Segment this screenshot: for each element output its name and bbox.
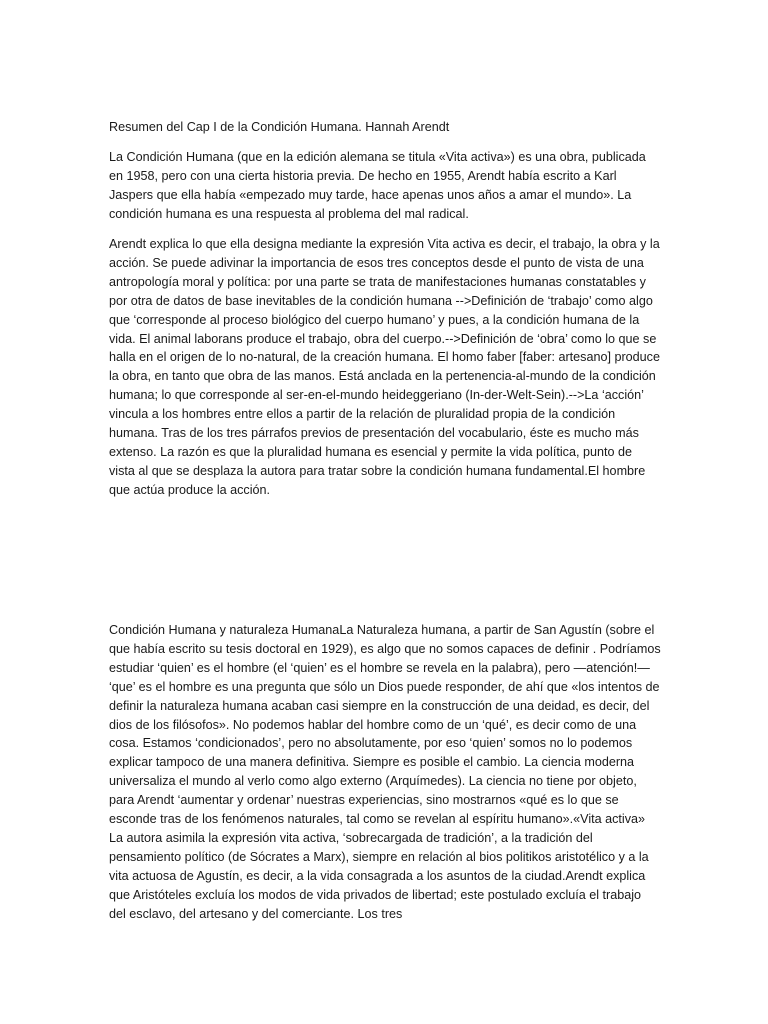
paragraph-human-nature: Condición Humana y naturaleza HumanaLa Naturaleza humana, a partir de San Agustín (sobre el que había escrito su tesis doctoral en 1929), es algo que no somos capaces de definir . Podríamos estudiar ‘quien’ es el hombre (el ‘quien’ es el hombre se revela en la palabra), pero —atención!— ‘que’ es el hombre es una pregunta que sólo un Dios puede responder, de ahí que «los intentos de definir la naturaleza humana acaban casi siempre en la construcción de una deidad, es decir, del dios de los filósofos». No podemos hablar del hombre como de un ‘qué’, es decir como de una cosa. Estamos ‘condicionados’, pero no absolutamente, por eso ‘quien’ somos no lo podemos explicar tampoco de una manera definitiva. Siempre es posible el cambio. La ciencia moderna universaliza el mundo al verlo como algo externo (Arquímedes). La ciencia no tiene por objeto, para Arendt ‘aumentar y ordenar’ nuestras experiencias, sino mostrarnos «qué es lo que se esconde tras de los fenómenos naturales, tal como se revelan al espíritu humano».«Vita activa» La autora asimila la expresión vita activa, ‘sobrecargada de tradición’, a la tradición del pensamiento político (de Sócrates a Marx), siempre en relación al bios politikos aristotélico y a la vita actuosa de Agustín, es decir, a la vida consagrada a los asuntos de la ciudad.Arendt explica que Aristóteles excluía los modos de vida privados de libertad; este postulado excluía el trabajo del esclavo, del artesano y del comerciante. Los tres [109,623,661,921]
document-title: Resumen del Cap I de la Condición Humana. Hannah Arendt [109,120,450,134]
paragraph-introduction: La Condición Humana (que en la edición alemana se titula «Vita activa») es una obra, publicada en 1958, pero con una cierta historia previa. De hecho en 1955, Arendt había escrito a Karl Jaspers que ella había «empezado muy tarde, hace apenas unos años a amar el mundo». La condición humana es una respuesta al problema del mal radical. [109,150,646,221]
paragraph-vita-activa: Arendt explica lo que ella designa mediante la expresión Vita activa es decir, el trabajo, la obra y la acción. Se puede adivinar la importancia de esos tres conceptos desde el punto de vista de una antropología moral y política: por una parte se trata de manifestaciones humanas constatables y por otra de datos de base inevitables de la condición humana -->Definición de ‘trabajo’ como algo que ‘corresponde al proceso biológico del cuerpo humano’ y pues, a la condición humana de la vida. El animal laborans produce el trabajo, obra del cuerpo.-->Definición de ‘obra’ como lo que se halla en el origen de lo no-natural, de la creación humana. El homo faber [faber: artesano] produce la obra, en tanto que obra de las manos. Está anclada en la pertenencia-al-mundo de la condición humana; lo que corresponde al ser-en-el-mundo heideggeriano (In-der-Welt-Sein).-->La ‘acción’ vincula a los hombres entre ellos a partir de la relación de pluralidad propia de la condición humana. Tras de los tres párrafos previos de presentación del vocabulario, éste es mucho más extenso. La razón es que la pluralidad humana es esencial y permite la vida política, punto de vista al que se desplaza la autora para tratar sobre la condición humana fundamental.El hombre que actúa produce la acción. [109,237,660,497]
